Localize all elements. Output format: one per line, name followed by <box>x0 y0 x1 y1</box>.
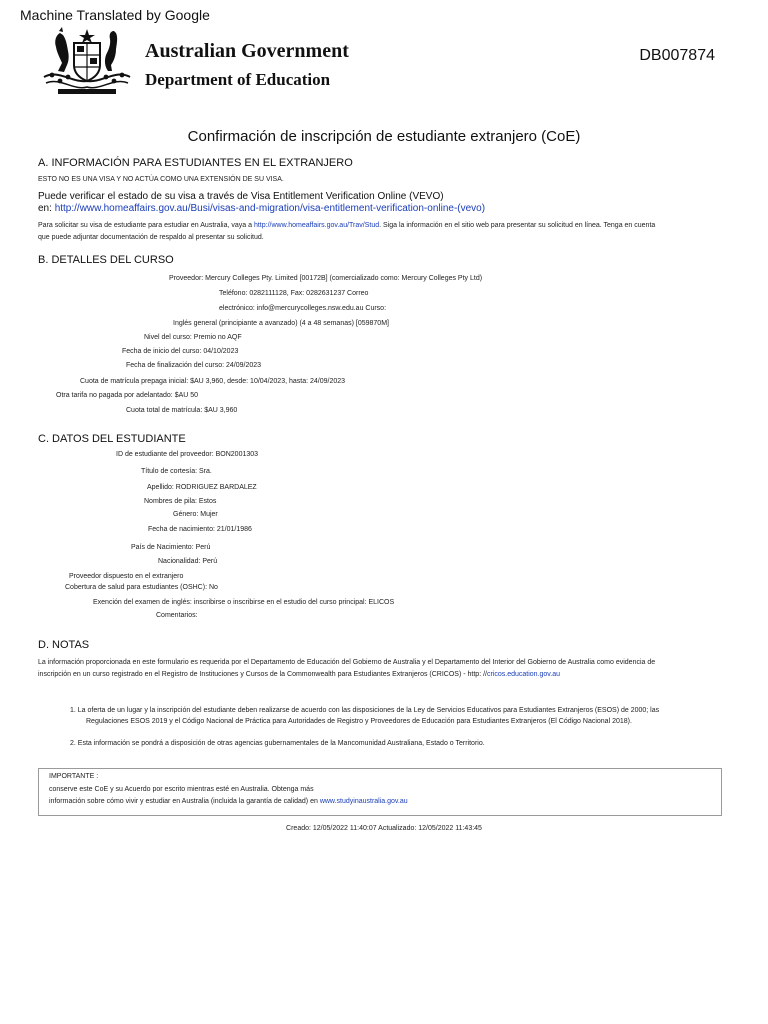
student-detail-line: País de Nacimiento: Perú <box>131 544 211 551</box>
course-detail-line: Nivel del curso: Premio no AQF <box>144 334 242 341</box>
student-detail-line: ID de estudiante del proveedor: BON2001303 <box>116 451 259 458</box>
department-name: Department of Education <box>145 70 331 89</box>
section-b-heading: B. DETALLES DEL CURSO <box>38 254 174 266</box>
section-a-heading: A. INFORMACIÓN PARA ESTUDIANTES EN EL EXTRANJERO <box>38 157 353 169</box>
course-detail-line: Teléfono: 0282111128, Fax: 0282631237 Correo <box>219 290 369 297</box>
student-detail-line: Comentarios: <box>156 612 198 619</box>
student-detail-line: Cobertura de salud para estudiantes (OSHC): No <box>65 584 218 591</box>
course-detail-line: Cuota de matrícula prepaga inicial: $AU 3,960, desde: 10/04/2023, hasta: 24/09/2023 <box>80 378 346 385</box>
course-detail-line: Cuota total de matrícula: $AU 3,960 <box>126 407 238 414</box>
apply-line <box>38 222 655 229</box>
section-c-heading: C. DATOS DEL ESTUDIANTE <box>38 433 186 445</box>
student-detail-line: Nacionalidad: Perú <box>158 558 218 565</box>
government-name: Australian Government <box>145 40 349 62</box>
document-id: DB007874 <box>639 47 715 64</box>
student-detail-line: Título de cortesía: Sra. <box>141 468 212 475</box>
student-detail-line: Apellido: RODRIGUEZ BARDALEZ <box>147 484 257 491</box>
apply-prefix: Para solicitar su visa de estudiante para estudiar en Australia, vaya a <box>38 222 254 229</box>
student-detail-line: Nombres de pila: Estos <box>144 498 217 505</box>
studyinaustralia-link[interactable]: www.studyinaustralia.gov.au <box>319 798 408 805</box>
notes-paragraph: La información proporcionada en este formulario es requerida por el Departamento de Educación del Gobierno de Australia y el Departamento del Interior del Gobierno de Australia como evidencia de <box>38 659 656 666</box>
timestamps: Creado: 12/05/2022 11:40:07 Actualizado: 12/05/2022 11:43:45 <box>286 825 482 832</box>
notes-item-2: 2. Esta información se pondrá a disposición de otras agencias gubernamentales de la Mancomunidad Australiana, Estado o Territorio. <box>70 740 485 747</box>
notes-paragraph-2 <box>38 671 560 678</box>
section-d-heading: D. NOTAS <box>38 639 90 651</box>
important-prefix: información sobre cómo vivir y estudiar en Australia (incluida la garantía de calidad) en <box>49 798 320 805</box>
student-detail-line: Proveedor dispuesto en el extranjero <box>69 573 184 580</box>
apply-line-2: que puede adjuntar documentación de respaldo al presentar su solicitud. <box>38 234 264 241</box>
vevo-url-line <box>38 203 485 214</box>
course-detail-line: Proveedor: Mercury Colleges Pty. Limited [00172B] (comercializado como: Mercury Colleges Pty Ltd) <box>169 275 483 282</box>
course-detail-line: electrónico: info@mercurycolleges.nsw.edu.au Curso: <box>219 305 387 312</box>
important-line-2 <box>49 798 408 805</box>
course-detail-line: Fecha de inicio del curso: 04/10/2023 <box>122 348 239 355</box>
course-detail-line: Fecha de finalización del curso: 24/09/2023 <box>126 362 262 369</box>
course-detail-line: Inglés general (principiante a avanzado) (4 a 48 semanas) [059870M] <box>173 320 389 327</box>
visa-notice: ESTO NO ES UNA VISA Y NO ACTÚA COMO UNA EXTENSIÓN DE SU VISA. <box>38 176 284 183</box>
student-detail-line: Género: Mujer <box>173 511 218 518</box>
vevo-line: Puede verificar el estado de su visa a través de Visa Entitlement Verification Online (VEVO) <box>38 191 444 202</box>
notes-item-1: 1. La oferta de un lugar y la inscripción del estudiante deben realizarse de acuerdo con las disposiciones de la Ley de Servicios Educativos para Estudiantes Extranjeros (ESOS) de 2000; las <box>70 707 660 714</box>
student-detail-line: Exención del examen de inglés: inscribirse o inscribirse en el estudio del curso principal: ELICOS <box>93 599 395 606</box>
apply-suffix: . Siga la información en el sitio web para presentar su solicitud en línea. Tenga en cuenta <box>379 222 656 229</box>
vevo-prefix: en: <box>38 203 55 214</box>
student-detail-line: Fecha de nacimiento: 21/01/1986 <box>148 526 252 533</box>
vevo-link[interactable]: http://www.homeaffairs.gov.au/Busi/visas-and-migration/visa-entitlement-verification-online-(vevo) <box>54 203 486 214</box>
cricos-link[interactable]: cricos.education.gov.au <box>486 671 561 678</box>
apply-link[interactable]: http://www.homeaffairs.gov.au/Trav/Stud <box>253 222 380 229</box>
coat-of-arms-logo <box>38 25 136 97</box>
course-detail-line: Otra tarifa no pagada por adelantado: $AU 50 <box>56 392 199 399</box>
important-label: IMPORTANTE : <box>49 773 99 780</box>
document-title: Confirmación de inscripción de estudiante extranjero (CoE) <box>187 128 581 145</box>
important-line-1: conserve este CoE y su Acuerdo por escrito mientras esté en Australia. Obtenga más <box>49 786 314 793</box>
cricos-prefix: inscripción en un curso registrado en el Registro de Instituciones y Cursos de la Commonwealth para Estudiantes Extranjeros (CRICOS) - http: // <box>38 671 487 678</box>
machine-translated-label: Machine Translated by Google <box>20 7 210 23</box>
notes-item-1-cont: Regulaciones ESOS 2019 y el Código Nacional de Práctica para Autoridades de Registro y Proveedores de Educación para Estudiantes Extranjeros (El Código Nacional 2018). <box>86 718 632 725</box>
